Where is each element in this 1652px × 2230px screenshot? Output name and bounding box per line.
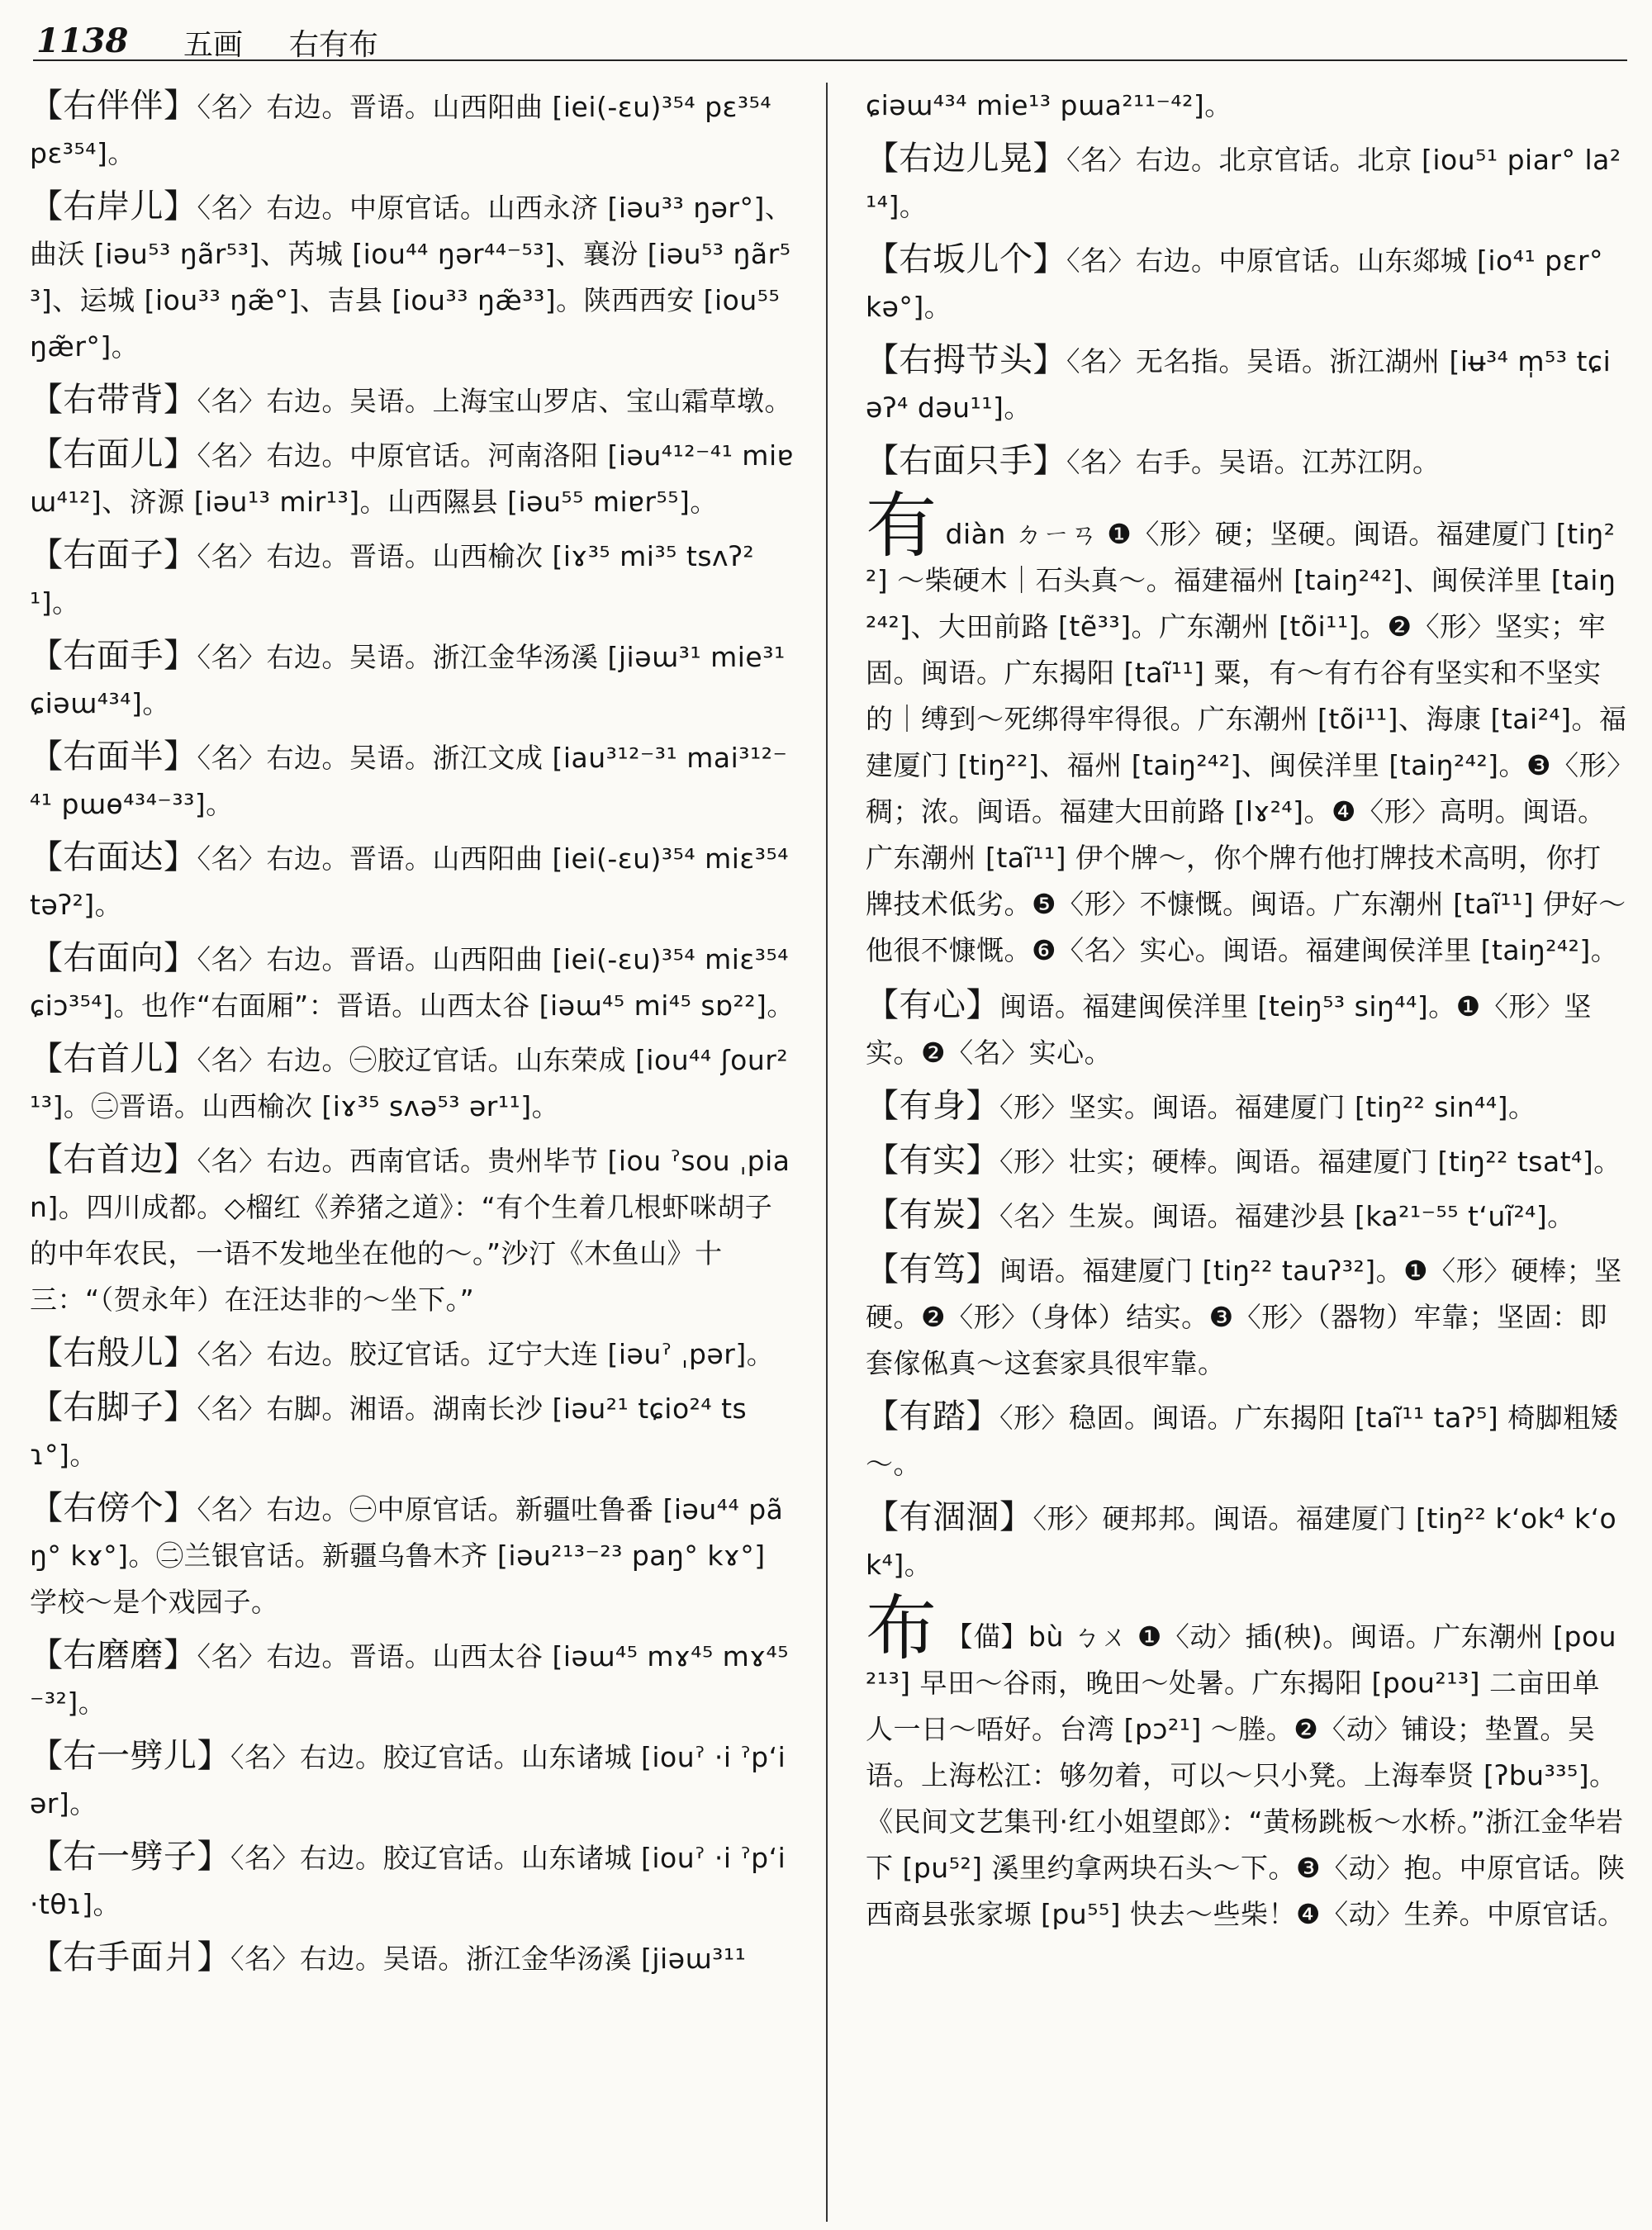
entry-title: 【右一劈儿】 (30, 1737, 230, 1775)
entry-definition: 〈名〉右边。西南官话。贵州毕节 [iou ˀsou ˌpian]。四川成都。◇榴红《养猪之道》：“有个生着几根虾咪胡子的中年农民，一语不发地坐在他的～。”沙汀《木鱼山》十三：“（贺永年）在汪达非的～坐下。” (30, 1145, 790, 1316)
dictionary-entry (5, 834, 798, 928)
entry-definition: 〈名〉右边。中原官话。山东郯城 [io⁴¹ pɛr° kə°]。 (866, 244, 1604, 323)
entry-definition: 闽语。福建厦门 [tiŋ²² tauʔ³²]。❶〈形〉硬棒；坚硬。❷〈形〉（身体）结实。❸〈形〉（器物）牢靠；坚固：即套傢俬真～这套家具很牢靠。 (866, 1255, 1622, 1379)
entry-title: 【右般儿】 (30, 1334, 197, 1372)
entry-definition: 〈名〉右边。吴语。上海宝山罗店、宝山霜草墩。 (197, 385, 792, 417)
entry-title: 【有踏】 (866, 1397, 999, 1435)
entry-title: 【右边儿晃】 (866, 140, 1066, 178)
dictionary-entry (5, 1485, 798, 1625)
entry-title: 【右面手】 (30, 637, 197, 675)
dictionary-entry (841, 1137, 1627, 1185)
entry-title: 【右脚子】 (30, 1388, 197, 1426)
headword-character: 布 (866, 1587, 938, 1670)
dictionary-entry (841, 83, 1627, 129)
dictionary-entry (5, 1632, 798, 1726)
entry-definition: 〈名〉右边。晋语。山西太谷 [iəɯ⁴⁵ mɤ⁴⁵ mɤ⁴⁵⁻³²]。 (30, 1640, 789, 1719)
headword-entry (841, 1587, 1627, 1938)
entry-definition: 〈名〉右边。中原官话。河南洛阳 [iəu⁴¹²⁻⁴¹ miɐɯ⁴¹²]、济源 [iəu¹³ mir¹³]。山西隰县 [iəu⁵⁵ miɐr⁵⁵]。 (30, 439, 794, 518)
entry-title: 【右磨磨】 (30, 1636, 197, 1674)
entry-definition: 〈名〉右边。中原官话。山西永济 [iəu³³ ŋər°]、曲沃 [iəu⁵³ ŋãr⁵³]、芮城 [iou⁴⁴ ŋər⁴⁴⁻⁵³]、襄汾 [iəu⁵³ ŋãr⁵³]、运城 [iou³³ ŋæ̃°]、吉县 [iou³³ ŋæ̃³³]。陕西西安 [iou⁵⁵ ŋæ̃r°]。 (30, 192, 793, 363)
entry-title: 【右拇节头】 (866, 341, 1066, 379)
entry-definition: 〈名〉生炭。闽语。福建沙县 [ka²¹⁻⁵⁵ tʻuĩ²⁴]。 (999, 1200, 1575, 1232)
entry-definition: 〈名〉右边。㊀胶辽官话。山东荣成 [iou⁴⁴ ʃour²¹³]。㊁晋语。山西榆次 [iɤ³⁵ sʌə⁵³ ər¹¹]。 (30, 1044, 789, 1122)
dictionary-entry (841, 236, 1627, 330)
entry-title: 【右带背】 (30, 381, 197, 419)
entry-definition: 〈名〉右手。吴语。江苏江阴。 (1066, 446, 1441, 478)
entry-title: 【右面向】 (30, 939, 197, 977)
dictionary-entry (5, 1733, 798, 1827)
dictionary-entry (841, 438, 1627, 486)
page-number: 1138 (36, 21, 129, 60)
entry-definition: 〈名〉右边。吴语。浙江文成 [iau³¹²⁻³¹ mai³¹²⁻⁴¹ pɯɵ⁴³⁴⁻³³]。 (30, 742, 788, 820)
entry-title: 【有炭】 (866, 1196, 999, 1234)
entry-title: 【右首儿】 (30, 1040, 197, 1078)
entry-title: 【右面儿】 (30, 435, 197, 473)
dictionary-entry (841, 982, 1627, 1076)
entry-definition: ɕiəɯ⁴³⁴ mie¹³ pɯa²¹¹⁻⁴²]。 (866, 89, 1232, 121)
dictionary-entry (5, 935, 798, 1029)
entry-definition: diàn ㄉㄧㄢ ❶〈形〉硬；坚硬。闽语。福建厦门 [tiŋ²²] ～柴硬木｜石头真～。福建福州 [taiŋ²⁴²]、闽侯洋里 [taiŋ²⁴²]、大田前路 [tẽ³³]。广东潮州 [tõi¹¹]。❷〈形〉坚实；牢固。闽语。广东揭阳 [taĩ¹¹] 粟，有～有冇谷有坚实和不坚实的｜缚到～死绑得牢得很。广东潮州 [tõi¹¹]、海康 [tai²⁴]。福建厦门 [tiŋ²²]、福州 [taiŋ²⁴²]、闽侯洋里 [taiŋ²⁴²]。❸〈形〉稠；浓。闽语。福建大田前路 [lɤ²⁴]。❹〈形〉高明。闽语。广东潮州 [taĩ¹¹] 伊个牌～，你个牌冇他打牌技术高明，你打牌技术低劣。❺〈形〉不慷慨。闽语。广东潮州 [taĩ¹¹] 伊好～他很不慷慨。❻〈名〉实心。闽语。福建闽侯洋里 [taiŋ²⁴²]。 (866, 518, 1627, 966)
entry-title: 【右傍个】 (30, 1489, 197, 1527)
entry-definition: 〈形〉坚实。闽语。福建厦门 [tiŋ²² sin⁴⁴]。 (999, 1091, 1536, 1123)
entry-title: 【右一劈子】 (30, 1838, 230, 1876)
dictionary-entry (841, 1192, 1627, 1240)
entry-title: 【右伴伴】 (30, 87, 197, 125)
entry-definition: 〈名〉右边。晋语。山西榆次 [iɤ³⁵ mi³⁵ tsʌʔ²¹]。 (30, 540, 755, 619)
page-header (33, 21, 1627, 61)
dictionary-entry (841, 1393, 1627, 1487)
entry-definition: 【㑤】bù ㄅㄨ ❶〈动〉插(秧)。闽语。广东潮州 [pou²¹³] 早田～谷雨，晚田～处暑。广东揭阳 [pou²¹³] 二亩田单人一日～唔好。台湾 [pɔ²¹] ～塍。❷〈动〉铺设；垫置。吴语。上海松江：够勿着，可以～只小凳。上海奉贤 [ʔbu³³⁵]。《民间文艺集刊·红小姐望郎》：“黄杨跳板～水桥。”浙江金华岩下 [pu⁵²] 溪里约拿两块石头～下。❸〈动〉抱。中原官话。陕西商县张家塬 [pu⁵⁵] 快去～些柴！❹〈动〉生养。中原官话。 (866, 1620, 1626, 1930)
dictionary-entry (5, 1384, 798, 1478)
entry-definition: 〈形〉稳固。闽语。广东揭阳 [taĩ¹¹ taʔ⁵] 椅脚粗矮～。 (866, 1402, 1619, 1480)
entry-definition: 〈名〉右边。北京官话。北京 [iou⁵¹ piar° la²¹⁴]。 (866, 144, 1621, 222)
dictionary-entry (5, 1036, 798, 1130)
entry-definition: 〈名〉右边。晋语。山西阳曲 [iei(-ɛu)³⁵⁴ pɛ³⁵⁴ pɛ³⁵⁴]。 (30, 91, 772, 169)
entry-definition: 〈名〉右边。晋语。山西阳曲 [iei(-ɛu)³⁵⁴ miɛ³⁵⁴ ɕiɔ³⁵⁴]。也作“右面厢”：晋语。山西太谷 [iəɯ⁴⁵ mi⁴⁵ sɒ²²]。 (30, 943, 795, 1022)
entry-title: 【右首边】 (30, 1141, 197, 1179)
dictionary-entry (841, 1083, 1627, 1131)
dictionary-entry (5, 1330, 798, 1378)
right-column (866, 83, 1627, 1946)
entry-title: 【右坂儿个】 (866, 240, 1066, 278)
dictionary-entry (5, 431, 798, 525)
entry-title: 【右面达】 (30, 838, 197, 876)
dictionary-entry (5, 1934, 798, 1982)
entry-definition: 〈名〉右脚。湘语。湖南长沙 [iəu²¹ tɕio²⁴ tsɿ°]。 (30, 1393, 748, 1471)
dictionary-entry (841, 1246, 1627, 1387)
entry-definition: 〈形〉壮实；硬棒。闽语。福建厦门 [tiŋ²² tsat⁴]。 (999, 1146, 1621, 1178)
dictionary-entry (5, 633, 798, 727)
headword-entry (841, 485, 1627, 974)
entry-definition: 〈名〉无名指。吴语。浙江湖州 [iʉ³⁴ m̩⁵³ tɕiəʔ⁴ dəu¹¹]。 (866, 345, 1612, 424)
dictionary-entry (5, 377, 798, 425)
dictionary-entry (5, 1834, 798, 1928)
section-label: 五画 (183, 28, 244, 62)
entry-definition: 〈形〉硬邦邦。闽语。福建厦门 [tiŋ²² kʻok⁴ kʻok⁴]。 (866, 1502, 1617, 1581)
entry-title: 【右手面爿】 (30, 1938, 230, 1976)
dictionary-entry (841, 337, 1627, 431)
dictionary-entry (5, 83, 798, 177)
running-headwords: 右有布 (289, 28, 379, 62)
entry-definition: 〈名〉右边。晋语。山西阳曲 [iei(-ɛu)³⁵⁴ miɛ³⁵⁴ təʔ²]。 (30, 842, 789, 921)
entry-definition: 〈名〉右边。㊀中原官话。新疆吐鲁番 [iəu⁴⁴ pãŋ° kɤ°]。㊁兰银官话。新疆乌鲁木齐 [iəu²¹³⁻²³ paŋ° kɤ°] 学校～是个戏园子。 (30, 1493, 784, 1618)
entry-title: 【有实】 (866, 1141, 999, 1179)
headword-character: 有 (866, 485, 938, 567)
entry-definition: 〈名〉右边。吴语。浙江金华汤溪 [jiəɯ³¹ mie³¹ ɕiəɯ⁴³⁴]。 (30, 641, 786, 719)
entry-title: 【右面只手】 (866, 442, 1066, 480)
entry-title: 【右面半】 (30, 738, 197, 776)
dictionary-entry (5, 733, 798, 828)
entry-title: 【有涸涸】 (866, 1498, 1033, 1536)
entry-definition: 〈名〉右边。吴语。浙江金华汤溪 [jiəɯ³¹¹ (230, 1943, 747, 1975)
dictionary-entry (841, 1494, 1627, 1588)
entry-definition: 闽语。福建闽侯洋里 [teiŋ⁵³ siŋ⁴⁴]。❶〈形〉坚实。❷〈名〉实心。 (866, 990, 1592, 1069)
entry-title: 【有身】 (866, 1087, 999, 1125)
entry-definition: 〈名〉右边。胶辽官话。山东诸城 [iouˀ ·i ˀpʻi ·tθɿ]。 (30, 1842, 786, 1920)
entry-title: 【右岸儿】 (30, 187, 197, 225)
entry-definition: 〈名〉右边。胶辽官话。辽宁大连 [iəuˀ ˌpər]。 (197, 1338, 775, 1370)
dictionary-entry (5, 532, 798, 626)
entry-title: 【有笃】 (866, 1250, 999, 1288)
column-divider (826, 83, 828, 2222)
entry-title: 【右面子】 (30, 536, 197, 574)
dictionary-entry (5, 183, 798, 370)
dictionary-entry (841, 135, 1627, 230)
dictionary-entry (5, 1136, 798, 1323)
entry-title: 【有心】 (866, 986, 999, 1024)
entry-definition: 〈名〉右边。胶辽官话。山东诸城 [iouˀ ·i ˀpʻiər]。 (30, 1741, 786, 1820)
left-column (30, 83, 798, 1989)
